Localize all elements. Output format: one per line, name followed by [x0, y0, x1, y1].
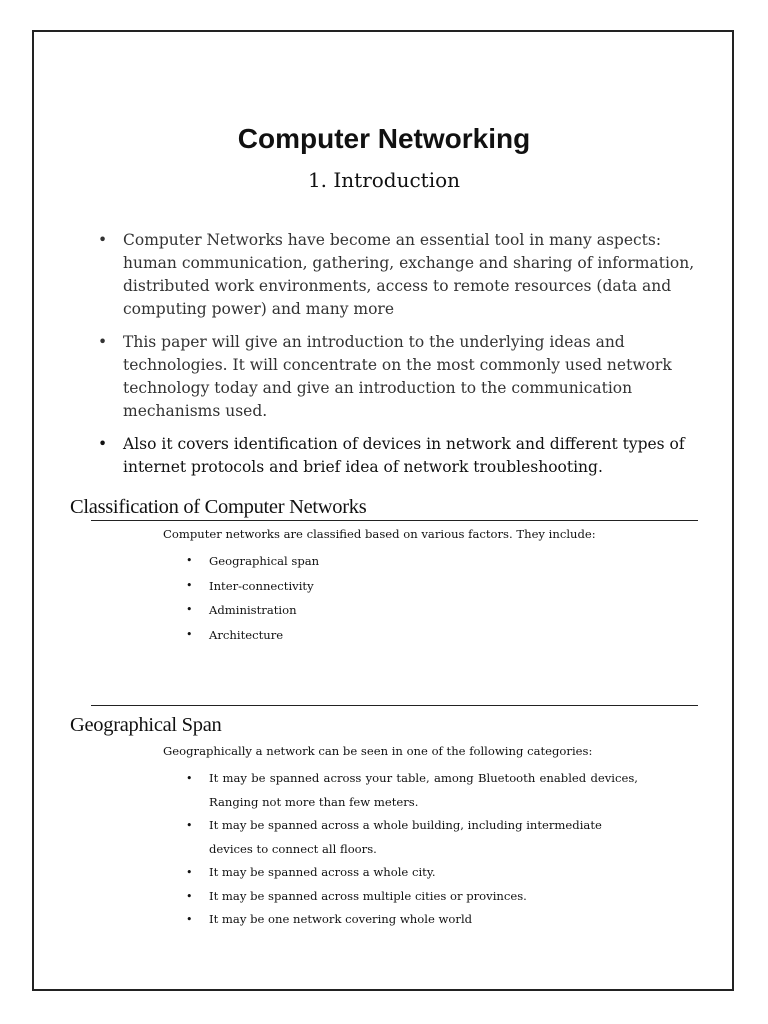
document-subtitle: 1. Introduction — [307, 168, 461, 192]
section-heading-geographical-span: Geographical Span — [70, 714, 222, 736]
list-item — [183, 623, 319, 648]
bullet-icon: • — [186, 772, 193, 785]
bullet-icon: • — [186, 913, 193, 926]
bullet-icon: • — [98, 333, 108, 351]
bullet-icon: • — [186, 819, 193, 832]
list-item — [183, 598, 319, 623]
bullet-icon: • — [186, 554, 193, 567]
list-item-text: Inter-connectivity — [209, 578, 314, 593]
list-item — [183, 861, 638, 885]
list-item — [96, 433, 696, 479]
list-item-text: Administration — [209, 603, 297, 617]
bullet-icon: • — [186, 603, 193, 616]
list-item — [183, 814, 638, 861]
section-divider — [91, 705, 698, 706]
classification-list — [183, 549, 319, 647]
list-item-text: Also it covers identification of devices in network and different types of internet protocols and brief idea of network troubleshooting. — [123, 435, 685, 476]
classification-lead-text: Computer networks are classified based on various factors. They include: — [163, 527, 596, 541]
list-item — [96, 229, 696, 321]
geographical-span-lead-text: Geographically a network can be seen in one of the following categories: — [163, 744, 593, 758]
list-item — [183, 767, 638, 814]
bullet-icon: • — [186, 627, 193, 641]
list-item-text: Computer Networks have become an essential tool in many aspects: human communication, gathering, exchange and sharing of information, distributed work environments, access to remote resources (data and computing power) and many more — [123, 231, 695, 318]
list-item — [183, 908, 638, 932]
section-divider — [91, 520, 698, 521]
list-item-text: It may be one network covering whole world — [209, 912, 473, 926]
section-heading-classification: Classification of Computer Networks — [70, 496, 367, 518]
list-item — [96, 331, 696, 423]
bullet-icon: • — [186, 866, 193, 879]
list-item-text: It may be spanned across multiple cities or provinces. — [209, 888, 527, 903]
list-item-text: This paper will give an introduction to the underlying ideas and technologies. It will concentrate on the most commonly used network technology today and give an introduction to the communication mechanisms used. — [123, 333, 672, 420]
document-title: Computer Networking — [237, 123, 531, 154]
list-item — [183, 549, 319, 574]
intro-bullet-list — [96, 229, 696, 489]
list-item-text: Geographical span — [209, 554, 320, 568]
list-item-text: It may be spanned across a whole city. — [209, 865, 436, 879]
list-item-text: Architecture — [209, 627, 284, 642]
list-item — [183, 574, 319, 599]
list-item-text: It may be spanned across your table, among Bluetooth enabled devices, Ranging not more than few meters. — [209, 771, 638, 809]
bullet-icon: • — [186, 889, 193, 903]
list-item — [183, 885, 638, 909]
list-item-text: It may be spanned across a whole building, including intermediate devices to connect all floors. — [209, 818, 602, 856]
bullet-icon: • — [98, 231, 108, 249]
bullet-icon: • — [98, 435, 108, 453]
bullet-icon: • — [186, 578, 193, 592]
geographical-span-list — [183, 767, 638, 932]
